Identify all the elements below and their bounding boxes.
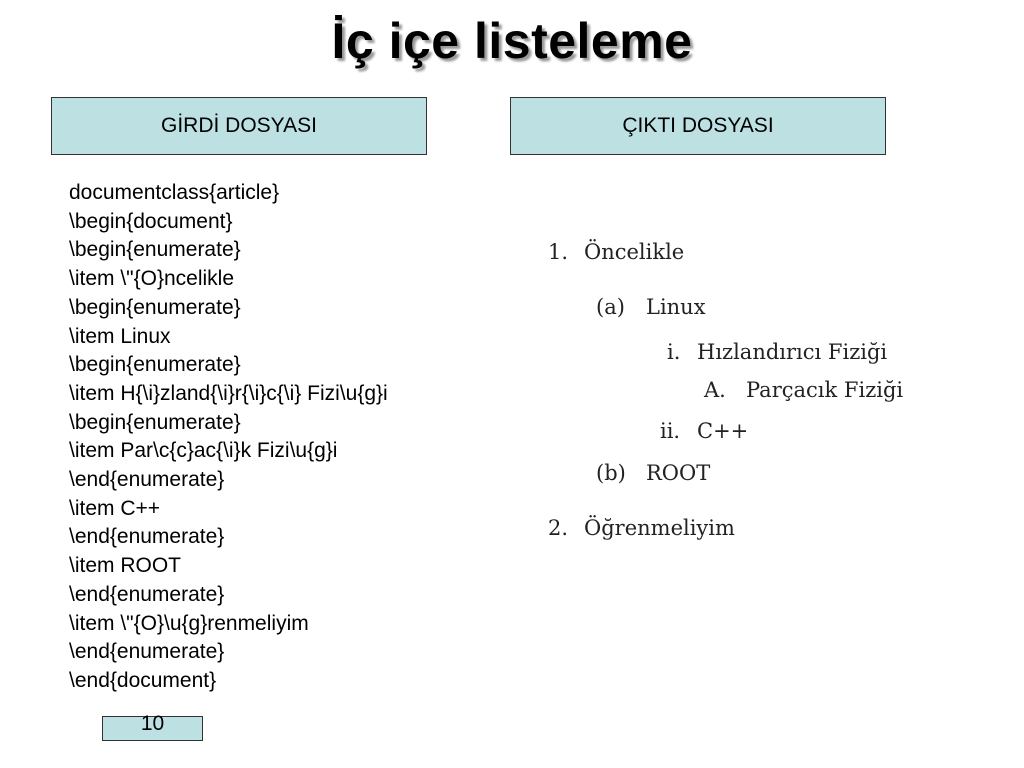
code-line: \item Par\c{c}ac{\i}k Fizi\u{g}i [69, 439, 338, 463]
list-text: ROOT [646, 461, 711, 485]
page-number: 10 [102, 716, 203, 741]
list-text: Öğrenmeliyim [584, 516, 735, 540]
code-line: \item \"{O}ncelikle [69, 267, 235, 291]
input-file-header [51, 97, 427, 155]
code-line: \begin{enumerate} [69, 353, 241, 377]
list-marker: 2. [548, 516, 569, 540]
code-line: \begin{enumerate} [69, 238, 241, 262]
code-line: \item H{\i}zland{\i}r{\i}c{\i} Fizi\u{g}i [69, 381, 388, 405]
output-item-level3 [660, 419, 748, 443]
list-text: C++ [697, 419, 749, 443]
output-item-level2 [596, 461, 710, 485]
list-marker: 1. [548, 240, 569, 264]
list-marker: ii. [660, 419, 681, 443]
output-file-header [510, 97, 886, 155]
code-line: \item ROOT [69, 554, 182, 578]
list-text: Linux [646, 295, 706, 319]
output-item-level2 [596, 295, 706, 319]
code-line: \end{enumerate} [69, 582, 225, 606]
output-item-level1 [548, 240, 684, 264]
code-line: \end{enumerate} [69, 525, 225, 549]
code-line: \end{document} [69, 668, 217, 692]
list-text: Hızlandırıcı Fiziği [697, 340, 888, 364]
code-line: \begin{enumerate} [69, 410, 241, 434]
code-line: \begin{document} [69, 209, 233, 233]
latex-source [69, 179, 388, 696]
output-item-level1 [548, 516, 735, 540]
code-line: \item Linux [69, 324, 171, 348]
output-file-label: ÇIKTI DOSYASI [622, 114, 774, 137]
input-file-label: GİRDİ DOSYASI [161, 114, 317, 137]
code-line: \end{enumerate} [69, 640, 225, 664]
list-marker: i. [667, 340, 681, 364]
list-marker: (b) [596, 461, 626, 485]
slide-title: İç içe listeleme [331, 13, 693, 69]
output-item-level3 [667, 340, 887, 364]
list-marker: A. [704, 378, 726, 402]
output-item-level4 [704, 378, 903, 402]
code-line: \begin{enumerate} [69, 295, 241, 319]
list-text: Öncelikle [584, 240, 685, 264]
code-line: documentclass{article} [69, 181, 280, 204]
code-line: \item \"{O}\u{g}renmeliyim [69, 611, 309, 635]
code-line: \end{enumerate} [69, 468, 225, 492]
list-marker: (a) [596, 295, 625, 319]
code-line: \item C++ [69, 496, 161, 520]
list-text: Parçacık Fiziği [746, 378, 904, 402]
